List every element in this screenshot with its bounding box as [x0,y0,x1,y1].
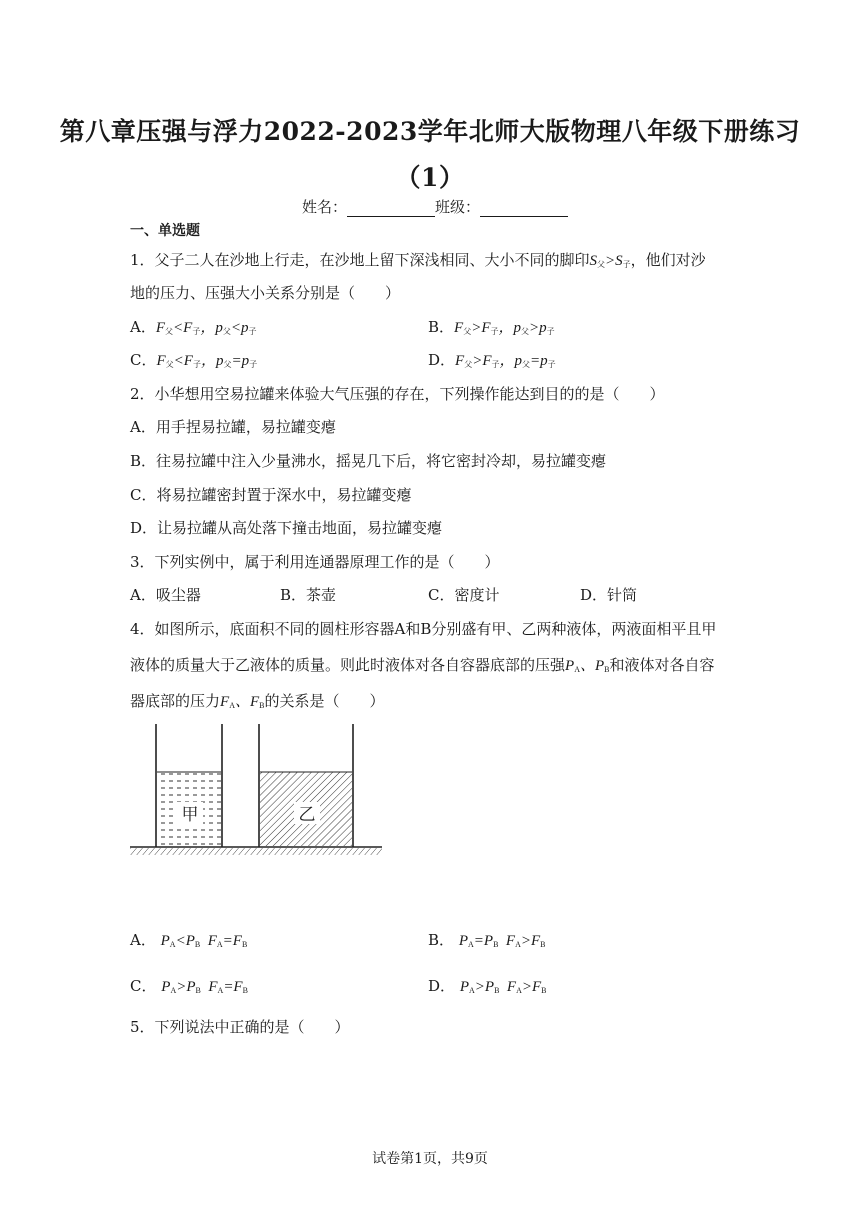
page-footer: 试卷第1页，共9页 [372,1151,488,1167]
q1-stem-line2: 地的压力、压强大小关系分别是（ ） [130,284,401,302]
name-blank [347,200,435,217]
q2-option-c: C．将易拉罐密封置于深水中，易拉罐变瘪 [130,486,412,504]
label-yi: 乙 [298,805,316,825]
q1-option-d: D．$F_父>F_子$，$p_父=p_子$ [428,351,556,369]
q4-option-b: B． $P_A=P_B$ $F_A>F_B$ [428,931,546,949]
q4-containers-figure [128,722,384,858]
q1-s-compare: $S_父>S_子$ [589,253,631,269]
section-heading: 一、单选题 [130,223,200,239]
ground [130,848,382,855]
class-blank [480,200,568,217]
q3-option-a: A．吸尘器 [130,586,201,604]
label-jia: 甲 [181,805,199,825]
page-title: 第八章压强与浮力2022-2023学年北师大版物理八年级下册练习 [59,117,801,146]
q4-option-d: D． $P_A>P_B$ $F_A>F_B$ [428,977,547,995]
q1-option-a: A．$F_父<F_子$，$p_父<p_子$ [130,318,257,336]
q4-option-c: C． $P_A>P_B$ $F_A=F_B$ [130,977,248,995]
q3-option-c: C．密度计 [428,586,500,604]
q4-stem-line1: 4．如图所示，底面积不同的圆柱形容器A和B分别盛有甲、乙两种液体，两液面相平且甲 [130,620,717,638]
q3-option-d: D．针筒 [580,586,638,604]
q2-stem: 2．小华想用空易拉罐来体验大气压强的存在，下列操作能达到目的的是（ ） [130,385,665,403]
q4-stem-line3: 器底部的压力$F_A$、$F_B$的关系是（ ） [130,692,385,710]
q3-option-b: B．茶壶 [280,586,337,604]
q5-stem: 5．下列说法中正确的是（ ） [130,1018,350,1036]
q2-option-d: D．让易拉罐从高处落下撞击地面，易拉罐变瘪 [130,519,443,537]
class-label: 班级： [435,198,481,216]
q4-stem-line2: 液体的质量大于乙液体的质量。则此时液体对各自容器底部的压强$P_A$、$P_B$和液体对各自容 [130,656,715,674]
q4-option-a: A． $P_A<P_B$ $F_A=F_B$ [130,931,248,949]
q1-stem-line1: 1．父子二人在沙地上行走，在沙地上留下深浅相同、大小不同的脚印$S_父>S_子$，他们对沙 [130,251,706,269]
page-title-number: （1） [395,163,465,192]
q2-option-b: B．往易拉罐中注入少量沸水，摇晃几下后，将它密封冷却，易拉罐变瘪 [130,452,607,470]
q1-option-c: C．$F_父<F_子$，$p_父=p_子$ [130,351,258,369]
student-info [302,196,568,217]
q2-option-a: A．用手捏易拉罐，易拉罐变瘪 [130,418,336,436]
q1-option-b: B．$F_父>F_子$，$p_父>p_子$ [428,318,555,336]
name-label: 姓名： [302,198,348,216]
q3-stem: 3．下列实例中，属于利用连通器原理工作的是（ ） [130,553,500,571]
